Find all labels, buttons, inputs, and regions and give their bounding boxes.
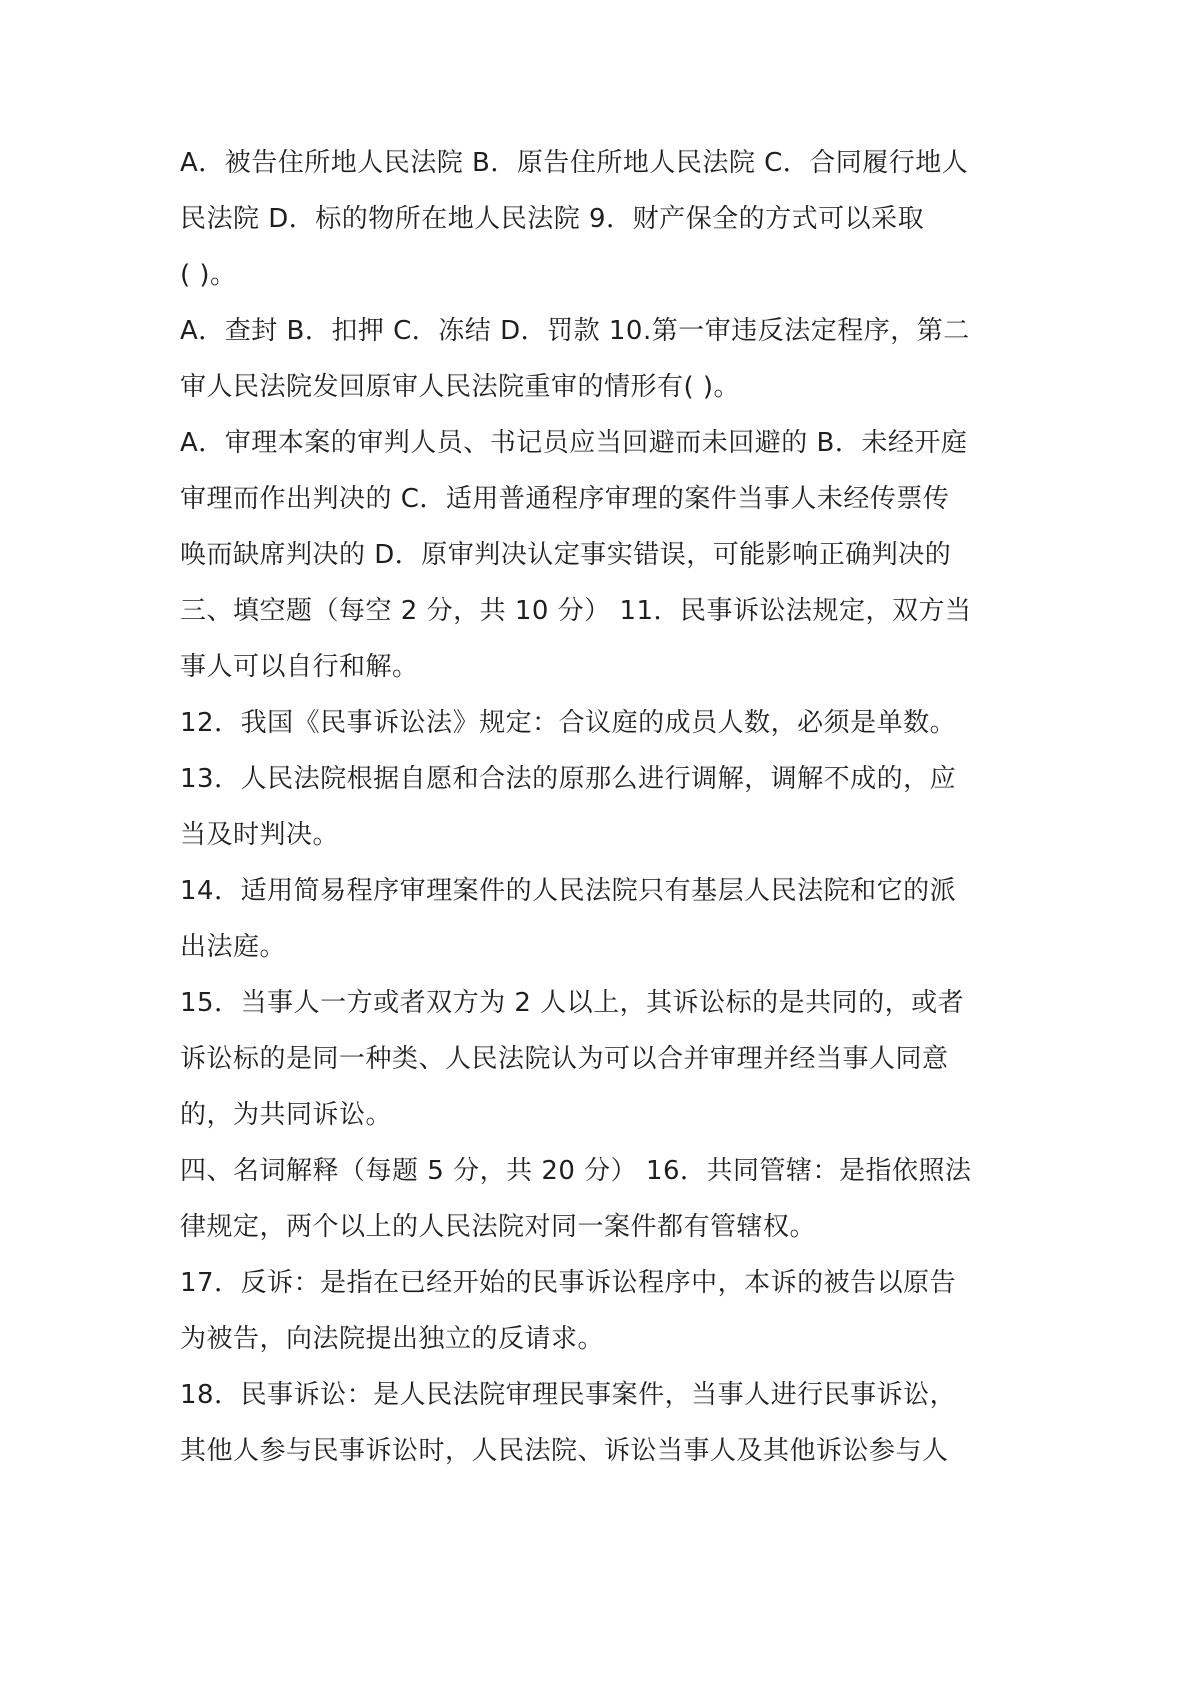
text-line: 审理而作出判决的 C．适用普通程序审理的案件当事人未经传票传	[180, 484, 950, 514]
text-line: 14．适用简易程序审理案件的人民法院只有基层人民法院和它的派	[180, 876, 957, 906]
text-line: 出法庭。	[180, 932, 287, 962]
text-line: 民法院 D．标的物所在地人民法院 9．财产保全的方式可以采取	[180, 204, 925, 234]
section-heading-line: 四、名词解释（每题 5 分，共 20 分） 16．共同管辖：是指依照法	[180, 1156, 972, 1186]
text-line: 17．反诉：是指在已经开始的民事诉讼程序中，本诉的被告以原告	[180, 1268, 957, 1298]
text-line: 律规定，两个以上的人民法院对同一案件都有管辖权。	[180, 1212, 817, 1242]
document-body	[180, 135, 1020, 1479]
text-line: 其他人参与民事诉讼时，人民法院、诉讼当事人及其他诉讼参与人	[180, 1436, 949, 1466]
section-heading-line: 三、填空题（每空 2 分，共 10 分） 11．民事诉讼法规定，双方当	[180, 596, 972, 626]
text-line: 唤而缺席判决的 D．原审判决认定事实错误，可能影响正确判决的	[180, 540, 952, 570]
text-line: 事人可以自行和解。	[180, 652, 419, 682]
text-line: A．审理本案的审判人员、书记员应当回避而未回避的 B．未经开庭	[180, 428, 968, 458]
text-line: 12．我国《民事诉讼法》规定：合议庭的成员人数，必须是单数。	[180, 708, 957, 738]
text-line: A．查封 B．扣押 C．冻结 D．罚款 10.第一审违反法定程序，第二	[180, 316, 970, 346]
text-line: 18．民事诉讼：是人民法院审理民事案件，当事人进行民事诉讼，	[180, 1380, 957, 1410]
text-line: 审人民法院发回原审人民法院重审的情形有( )。	[180, 372, 741, 402]
text-line: 的，为共同诉讼。	[180, 1100, 393, 1130]
text-line: A．被告住所地人民法院 B．原告住所地人民法院 C．合同履行地人	[180, 148, 969, 178]
text-line: 13．人民法院根据自愿和合法的原那么进行调解，调解不成的，应	[180, 764, 957, 794]
text-line: 为被告，向法院提出独立的反请求。	[180, 1324, 605, 1354]
text-line: ( )。	[180, 260, 237, 290]
text-line: 当及时判决。	[180, 820, 340, 850]
text-line: 诉讼标的是同一种类、人民法院认为可以合并审理并经当事人同意	[180, 1044, 949, 1074]
text-line: 15．当事人一方或者双方为 2 人以上，其诉讼标的是共同的，或者	[180, 988, 965, 1018]
